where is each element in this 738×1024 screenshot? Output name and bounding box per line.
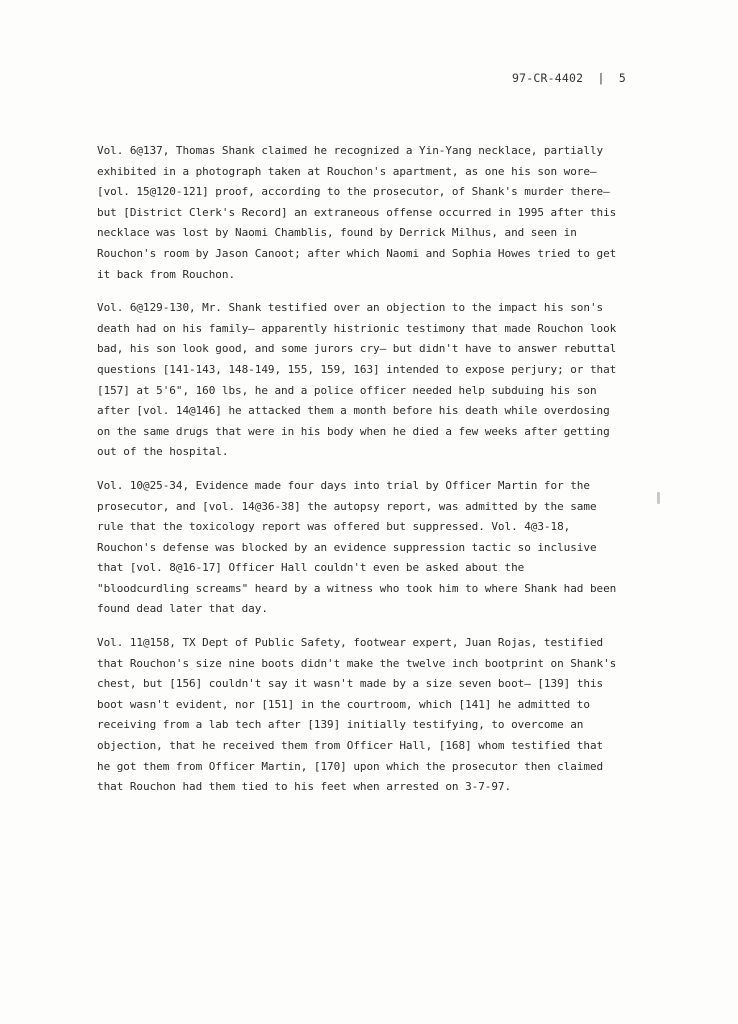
paragraph-4: Vol. 11@158, TX Dept of Public Safety, footwear expert, Juan Rojas, testified that Rouchon's size nine boots didn't make the twelve inch bootprint on Shank's chest, but [156] couldn't say it wasn't made by a size seven boot— [139] this boot wasn't evident, nor [151] in the courtroom, which [141] he admitted to receiving from a lab tech after [139] initially testifying, to overcome an objection, that he received them from Officer Hall, [168] whom testified that he got them from Officer Martin, [170] upon which the prosecutor then claimed that Rouchon had them tied to his feet when arrested on 3-7-97. <box>97 636 617 794</box>
document-body <box>97 141 617 811</box>
paragraph-2: Vol. 6@129-130, Mr. Shank testified over an objection to the impact his son's death had on his family— apparently histrionic testimony that made Rouchon look bad, his son look good, and some jurors cry— but didn't have to answer rebuttal questions [141-143, 148-149, 155, 159, 163] intended to expose perjury; or that [157] at 5'6", 160 lbs, he and a police officer needed help subduing his son after [vol. 14@146] he attacked them a month before his death while overdosing on the same drugs that were in his body when he died a few weeks after getting out of the hospital. <box>97 301 617 459</box>
page-reference: 97-CR-4402 | 5 <box>512 71 626 85</box>
paragraph-1: Vol. 6@137, Thomas Shank claimed he recognized a Yin-Yang necklace, partially exhibited in a photograph taken at Rouchon's apartment, as one his son wore— [vol. 15@120-121] proof, according to the prosecutor, of Shank's murder there— but [District Clerk's Record] an extraneous offense occurred in 1995 after this necklace was lost by Naomi Chamblis, found by Derrick Milhus, and seen in Rouchon's room by Jason Canoot; after which Naomi and Sophia Howes tried to get it back from Rouchon. <box>97 144 617 281</box>
paragraph-3: Vol. 10@25-34, Evidence made four days into trial by Officer Martin for the prosecutor, and [vol. 14@36-38] the autopsy report, was admitted by the same rule that the toxicology report was offered but suppressed. Vol. 4@3-18, Rouchon's defense was blocked by an evidence suppression tactic so inclusive that [vol. 8@16-17] Officer Hall couldn't even be asked about the "bloodcurdling screams" heard by a witness who took him to where Shank had been found dead later that day. <box>97 478 617 616</box>
scan-smudge <box>657 492 660 504</box>
